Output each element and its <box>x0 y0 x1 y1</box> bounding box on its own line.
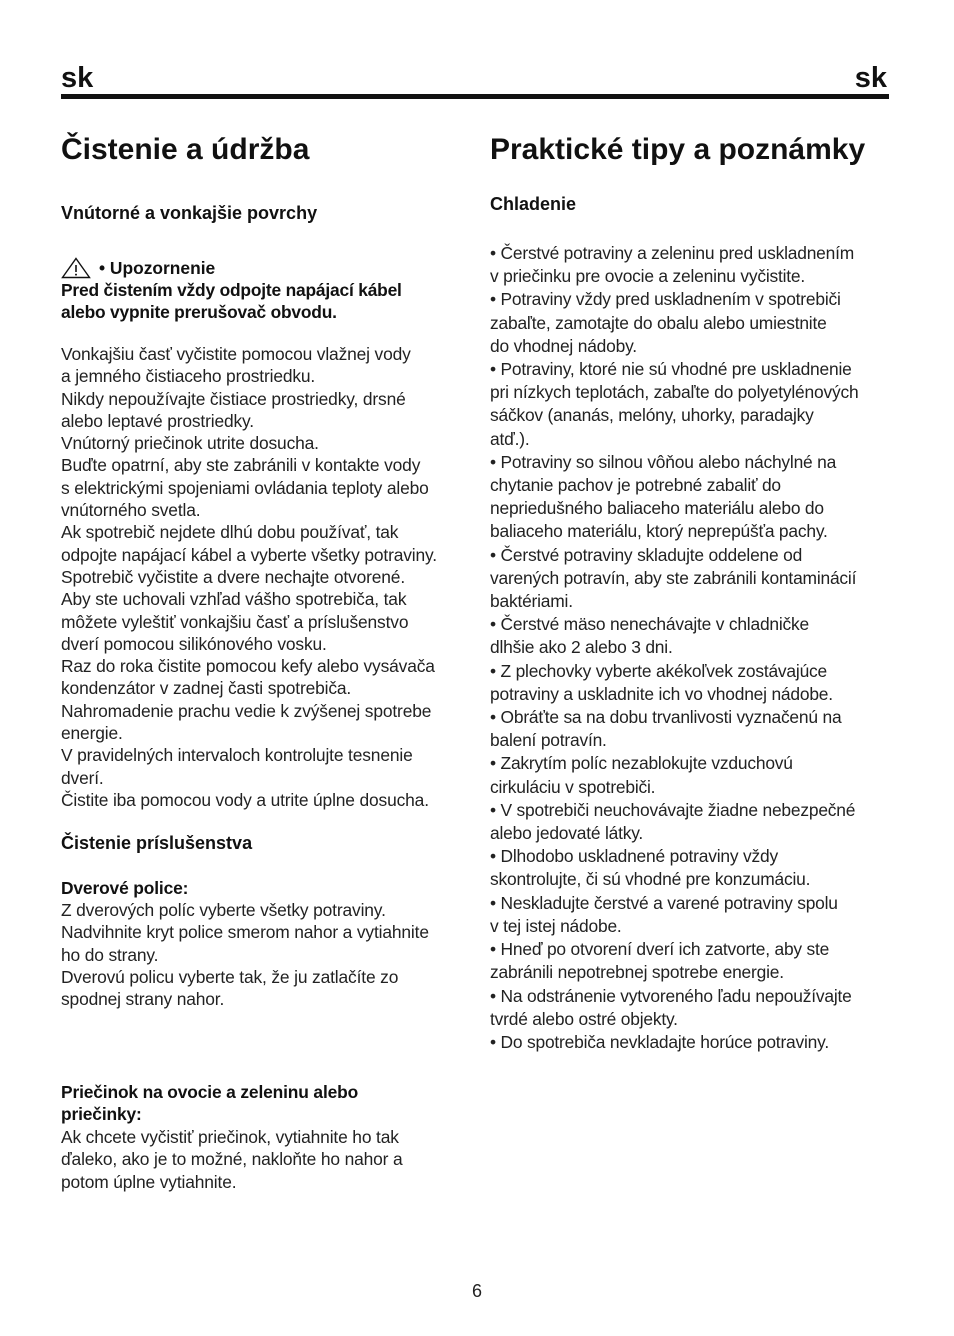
list-item: • Neskladujte čerstvé a varené potraviny spolu v tej istej nádobe. <box>490 892 838 936</box>
crisper-body: Ak chcete vyčistiť priečinok, vytiahnite ho tak ďaleko, ako je to možné, nakloňte ho nahor a potom úplne vytiahnite. <box>61 1127 403 1192</box>
tips-list <box>490 242 895 1054</box>
heading-crisper: Priečinok na ovocie a zeleninu alebo priečinky: <box>61 1082 359 1125</box>
list-item: • Čerstvé potraviny a zeleninu pred uskladnením v priečinku pre ovocie a zeleninu vyčistite. <box>490 243 855 287</box>
list-item: • Čerstvé potraviny skladujte oddelene od varených potravín, aby ste zabránili kontaminácií baktériami. <box>490 544 857 612</box>
heading-surfaces: Vnútorné a vonkajšie povrchy <box>61 203 318 223</box>
heading-cooling: Chladenie <box>490 194 577 214</box>
surfaces-body: Vonkajšiu časť vyčistite pomocou vlažnej vody a jemného čistiaceho prostriedku. Nikdy nepoužívajte čistiace prostriedky, drsné alebo leptavé prostriedky. Vnútorný priečinok utrite dosucha. Buďte opatrní, aby ste zabránili v kontakte vody s elektrickými spojeniami ovládania teploty alebo vnútorného svetla. Ak spotrebič nejdete dlhú dobu používať, tak odpojte napájací kábel a vyberte všetky potraviny. Spotrebič vyčistite a dvere nechajte otvorené. Aby ste uchovali vzhľad vášho spotrebiča, tak môžete vyleštiť vonkajšiu časť a príslušenstvo dverí pomocou silikónového vosku. Raz do roka čistite pomocou kefy alebo vysávača kondenzátor v zadnej časti spotrebiča. Nahromadenie prachu vedie k zvýšenej spotrebe energie. V pravidelných intervaloch kontrolujte tesnenie dverí. Čistite iba pomocou vody a utrite úplne dosucha. <box>61 344 437 810</box>
list-item: • Zakrytím políc nezablokujte vzduchovú cirkuláciu v spotrebiči. <box>490 753 793 797</box>
page-title-tips: Praktické tipy a poznámky <box>490 133 866 166</box>
list-item: • Dlhodobo uskladnené potraviny vždy skontrolujte, či sú vhodné pre konzumáciu. <box>490 846 811 890</box>
list-item: • Čerstvé mäso nenechávajte v chladničke dlhšie ako 2 alebo 3 dni. <box>490 614 810 658</box>
page-number: 6 <box>471 1281 482 1301</box>
warning-heading <box>61 257 215 279</box>
list-item: • Potraviny so silnou vôňou alebo náchylné na chytanie pachov je potrebné zabaliť do nepriedušného baliaceho materiálu alebo do baliaceho materiálu, ktorý neprepúšťa pachy. <box>490 451 837 542</box>
list-item: • Potraviny vždy pred uskladnením v spotrebiči zabaľte, zamotajte do obalu alebo umiestnite do vhodnej nádoby. <box>490 289 841 356</box>
list-item: • Do spotrebiča nevkladajte horúce potraviny. <box>490 1031 829 1052</box>
heading-door-shelves: Dverové police: <box>61 878 189 898</box>
heading-accessories: Čistenie príslušenstva <box>61 833 253 853</box>
header-rule <box>61 94 889 99</box>
list-item: • V spotrebiči neuchovávajte žiadne nebezpečné alebo jedovaté látky. <box>490 799 856 844</box>
page-title-cleaning: Čistenie a údržba <box>61 133 310 166</box>
warning-title: • Upozornenie <box>99 258 216 278</box>
warning-text: Pred čistením vždy odpojte napájací kábel alebo vypnite prerušovač obvodu. <box>61 280 402 322</box>
list-item: • Obráťte sa na dobu trvanlivosti vyznačenú na balení potravín. <box>490 707 842 751</box>
list-item: • Na odstránenie vytvoreného ľadu nepoužívajte tvrdé alebo ostré objekty. <box>490 985 852 1029</box>
language-code-left: sk <box>61 62 94 94</box>
list-item: • Hneď po otvorení dverí ich zatvorte, aby ste zabránili nepotrebnej spotrebe energie. <box>490 939 830 983</box>
language-code-right: sk <box>854 62 887 94</box>
list-item: • Z plechovky vyberte akékoľvek zostávajúce potraviny a uskladnite ich vo vhodnej nádobe. <box>490 660 833 704</box>
warning-triangle-icon <box>61 257 91 279</box>
door-shelves-body: Z dverových políc vyberte všetky potraviny. Nadvihnite kryt police smerom nahor a vytiahnite ho do strany. Dverovú policu vyberte tak, že ju zatlačíte zo spodnej strany nahor. <box>61 900 429 1010</box>
list-item: • Potraviny, ktoré nie sú vhodné pre uskladnenie pri nízkych teplotách, zabaľte do polyetylénových sáčkov (ananás, melóny, uhorky, paradajky atď.). <box>490 359 859 449</box>
